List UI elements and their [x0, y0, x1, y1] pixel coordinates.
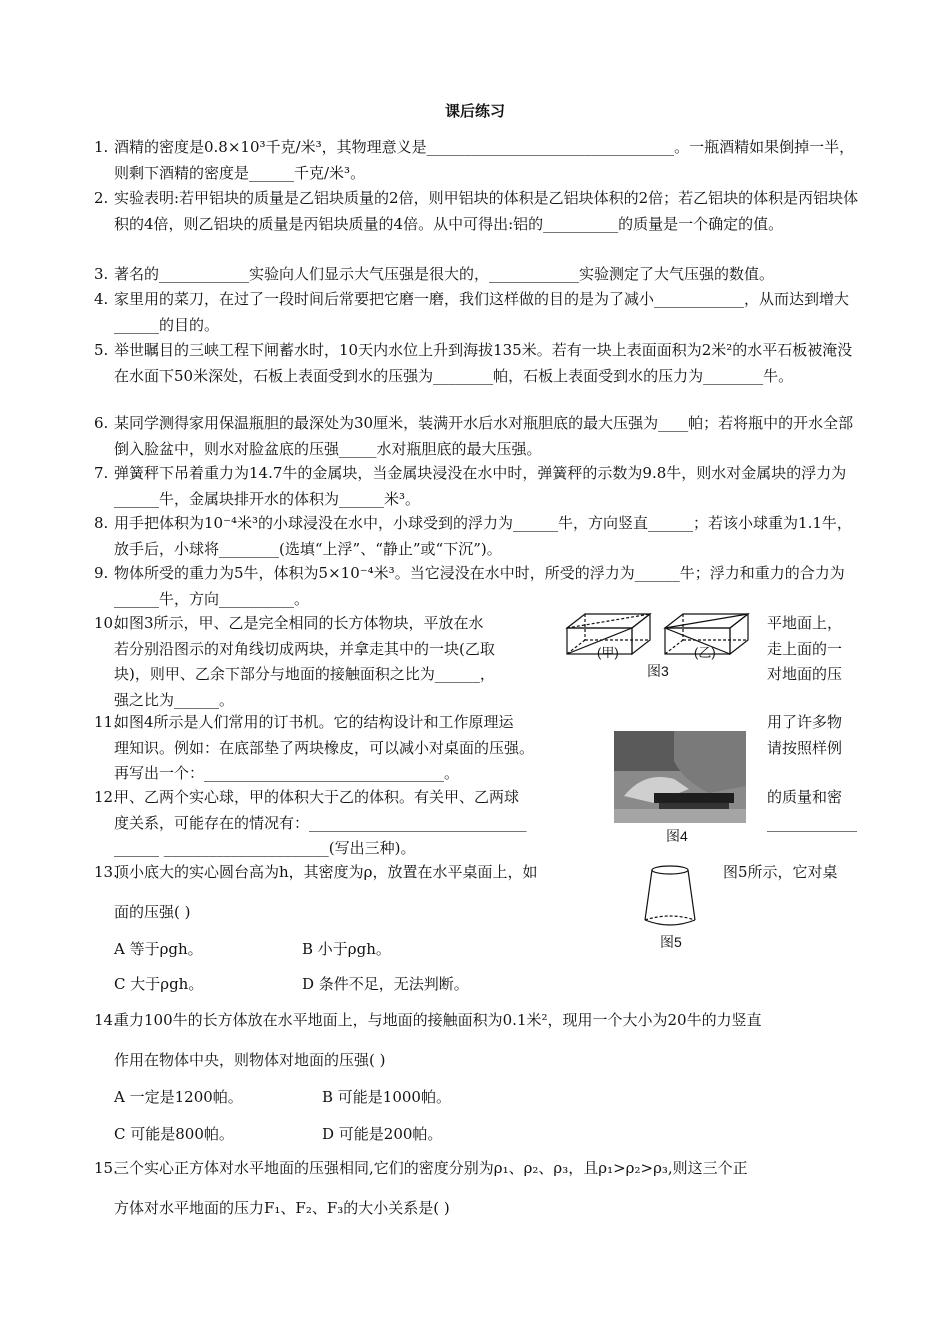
question-number: 2. — [94, 189, 109, 207]
question-14 — [94, 1008, 864, 1034]
question-13-line-2: 面的压强( ) — [114, 903, 191, 921]
question-11 — [94, 710, 614, 787]
question-number: 8. — [94, 514, 109, 532]
question-line: 的质量和密 — [767, 788, 843, 806]
figure-4-caption: 图4 — [666, 828, 688, 844]
question-line: 请按照样例 — [767, 738, 843, 757]
question-10 — [94, 611, 564, 713]
question-number: 4. — [94, 290, 109, 308]
question-2 — [94, 186, 859, 237]
question-14-line-2: 作用在物体中央，则物体对地面的压强( ) — [114, 1051, 386, 1069]
question-number: 7. — [94, 464, 109, 482]
question-15-line-2: 方体对水平地面的压力F₁、F₂、F₃的大小关系是( ) — [114, 1199, 450, 1217]
question-number: 6. — [94, 414, 109, 432]
question-line: 若分别沿图示的对角线切成两块，并拿走其中的一块(乙取 — [114, 639, 495, 658]
question-number: 3. — [94, 265, 109, 283]
question-number: 1. — [94, 138, 109, 156]
question-line: 强之比为______。 — [114, 690, 235, 709]
question-line: 度关系，可能存在的情况有：_____________________________ — [114, 813, 527, 832]
question-text: 实验表明:若甲铝块的质量是乙铝块质量的2倍，则甲铝块的体积是乙铝块体积的2倍；若乙铝块的体积是丙铝块体积的4倍，则乙铝块的质量是丙铝块质量的4倍。从中可得出:铝的__________的质量是一个确定的值。 — [114, 189, 859, 233]
figure-label-jia: (甲) — [597, 645, 619, 660]
question-13 — [94, 860, 634, 886]
question-text: 酒精的密度是0.8×10³千克/米³，其物理意义是_________________________________。一瓶酒精如果倒掉一半，则剩下酒精的密度是______千克/米³。 — [114, 138, 855, 182]
figure-label-yi: (乙) — [694, 645, 716, 660]
question-text: 用手把体积为10⁻⁴米³的小球浸没在水中，小球受到的浮力为______牛，方向竖直______；若该小球重为1.1牛，放手后，小球将________(选填“上浮”、“静止”或“下沉”)。 — [114, 514, 852, 558]
question-line: 顶小底大的实心圆台高为h，其密度为ρ，放置在水平桌面上，如 — [114, 863, 538, 881]
question-1 — [94, 135, 859, 186]
question-12 — [94, 785, 614, 862]
question-line: 三个实心正方体对水平地面的压强相同,它们的密度分别为ρ₁、ρ₂、ρ₃，且ρ₁>ρ₂>ρ₃,则这三个正 — [114, 1159, 748, 1177]
figure-5-caption: 图5 — [660, 934, 682, 950]
option-b: B 小于ρgh。 — [302, 940, 391, 958]
figure-3-caption: 图3 — [647, 663, 669, 679]
question-4 — [94, 287, 859, 338]
question-3 — [94, 262, 859, 288]
question-number: 12. — [94, 788, 118, 806]
option-c: C 可能是800帕。 — [114, 1125, 234, 1143]
question-text: 著名的____________实验向人们显示大气压强是很大的，____________实验测定了大气压强的数值。 — [114, 265, 775, 283]
figure-4-stapler-photo — [614, 731, 746, 823]
question-number: 13. — [94, 863, 118, 881]
question-text: 弹簧秤下吊着重力为14.7牛的金属块，当金属块浸没在水中时，弹簧秤的示数为9.8牛，则水对金属块的浮力为______牛，金属块排开水的体积为______米³。 — [114, 464, 847, 508]
page-title: 课后练习 — [444, 102, 505, 120]
question-number: 9. — [94, 564, 109, 582]
question-number: 10. — [94, 614, 118, 632]
question-line: ____________ — [767, 813, 857, 832]
question-10-right — [767, 611, 862, 688]
question-line: 块)，则甲、乙余下部分与地面的接触面积之比为______， — [114, 665, 495, 683]
question-text: 家里用的菜刀，在过了一段时间后常要把它磨一磨，我们这样做的目的是为了减小____________，从而达到增大______的目的。 — [114, 290, 850, 334]
question-line: 走上面的一 — [767, 639, 843, 658]
question-8 — [94, 511, 859, 562]
question-line: ______ ______________________(写出三种)。 — [114, 839, 416, 857]
question-15 — [94, 1156, 864, 1182]
question-number: 15. — [94, 1159, 118, 1177]
question-line: 如图3所示，甲、乙是完全相同的长方体物块，平放在水 — [114, 614, 484, 632]
question-7 — [94, 461, 859, 512]
option-d: D 可能是200帕。 — [322, 1125, 443, 1143]
question-number: 11. — [94, 713, 118, 731]
question-11-right — [767, 710, 862, 761]
question-line: 如图4所示是人们常用的订书机。它的结构设计和工作原理运 — [114, 713, 514, 731]
question-text: 举世瞩目的三峡工程下闸蓄水时，10天内水位上升到海拔135米。若有一块上表面面积为2米²的水平石板被淹没在水面下50米深处，石板上表面受到水的压强为________帕，石板上表面受到水的压力为________牛。 — [114, 341, 853, 385]
figure-3-boxes — [565, 610, 755, 660]
question-number: 5. — [94, 341, 109, 359]
figure-5-frustum — [640, 862, 700, 932]
question-line: 用了许多物 — [767, 713, 843, 731]
question-5 — [94, 338, 859, 389]
question-13-right: 图5所示，它对桌 — [723, 863, 838, 881]
option-d: D 条件不足，无法判断。 — [302, 975, 469, 993]
question-line: 甲、乙两个实心球，甲的体积大于乙的体积。有关甲、乙两球 — [114, 788, 520, 806]
question-line: 再写出一个：________________________________。 — [114, 764, 460, 782]
question-number: 14. — [94, 1011, 118, 1029]
question-text: 物体所受的重力为5牛，体积为5×10⁻⁴米³。当它浸没在水中时，所受的浮力为______牛；浮力和重力的合力为______牛，方向__________。 — [114, 564, 845, 608]
option-b: B 可能是1000帕。 — [322, 1088, 451, 1106]
question-line: 重力100牛的长方体放在水平地面上，与地面的接触面积为0.1米²，现用一个大小为20牛的力竖直 — [114, 1011, 762, 1029]
option-c: C 大于ρgh。 — [114, 975, 204, 993]
question-line: 理知识。例如：在底部垫了两块橡皮，可以减小对桌面的压强。 — [114, 738, 535, 757]
question-9 — [94, 561, 859, 612]
option-a: A 等于ρgh。 — [114, 940, 203, 958]
question-line: 平地面上， — [767, 614, 843, 632]
question-text: 某同学测得家用保温瓶胆的最深处为30厘米，装满开水后水对瓶胆底的最大压强为____帕；若将瓶中的开水全部倒入脸盆中，则水对脸盆底的压强_____水对瓶胆底的最大压强。 — [114, 414, 854, 458]
question-12-right — [767, 785, 862, 836]
question-6 — [94, 411, 859, 462]
question-line: 对地面的压 — [767, 665, 843, 683]
option-a: A 一定是1200帕。 — [114, 1088, 243, 1106]
